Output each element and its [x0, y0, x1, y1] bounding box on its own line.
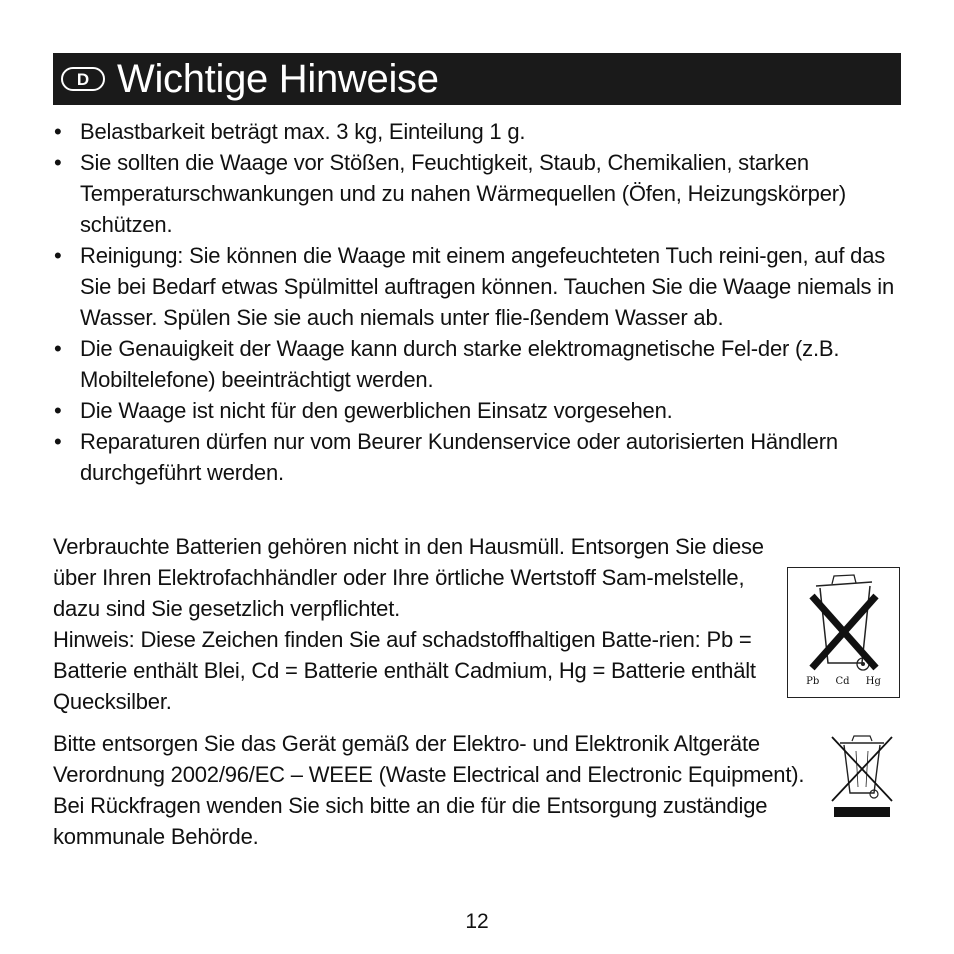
- label-hg: Hg: [865, 676, 881, 687]
- weee-bin-icon: [826, 731, 898, 819]
- list-item: • Die Genauigkeit der Waage kann durch starke elektromagnetische Fel-der (z.B. Mobiltelefone) beeinträchtigt werden.: [53, 333, 903, 395]
- weee-text: Bitte entsorgen Sie das Gerät gemäß der Elektro- und Elektronik Altgeräte Verordnung 2002/96/EC – WEEE (Waste Electrical and Electronic Equipment). Bei Rückfragen wenden Sie sich bitte an die für die Entsorgung zuständige kommunale Behörde.: [53, 731, 805, 849]
- language-badge: D: [61, 67, 105, 91]
- label-cd: Cd: [835, 676, 850, 687]
- battery-text-rest: über Ihren Elektrofachhändler oder Ihre örtliche Wertstoff Sam-melstelle, dazu sind Sie gesetzlich verpflichtet.: [53, 565, 745, 621]
- battery-note: Hinweis: Diese Zeichen finden Sie auf schadstoffhaltigen Batte-rien: Pb = Batterie enthält Blei, Cd = Batterie enthält Cadmium, Hg = Batterie enthält Quecksilber.: [53, 627, 756, 714]
- list-item: • Sie sollten die Waage vor Stößen, Feuchtigkeit, Staub, Chemikalien, starken Temperaturschwankungen und zu nahen Wärmequellen (Öfen, Heizungskörper) schützen.: [53, 147, 903, 240]
- header-bar: [53, 53, 901, 105]
- crossed-out-bin-icon: [787, 567, 900, 698]
- weee-paragraph: [53, 728, 818, 852]
- notes-list: [53, 116, 903, 488]
- page-title: Wichtige Hinweise: [117, 57, 439, 101]
- chemical-labels: [788, 676, 899, 687]
- page-number: 12: [465, 910, 489, 933]
- list-item: • Reinigung: Sie können die Waage mit einem angefeuchteten Tuch reini-gen, auf das Sie bei Bedarf etwas Spülmittel auftragen können. Tauchen Sie die Waage niemals in Wasser. Spülen Sie sie auch niemals unter flie-ßendem Wasser ab.: [53, 240, 903, 333]
- list-item: • Reparaturen dürfen nur vom Beurer Kundenservice oder autorisierten Händlern durchgeführt werden.: [53, 426, 903, 488]
- battery-text-line1: Verbrauchte Batterien gehören nicht in den Hausmüll. Entsorgen Sie diese: [53, 534, 764, 559]
- list-item: • Belastbarkeit beträgt max. 3 kg, Einteilung 1 g.: [53, 116, 903, 147]
- label-pb: Pb: [806, 676, 820, 687]
- list-item: • Die Waage ist nicht für den gewerblichen Einsatz vorgesehen.: [53, 395, 903, 426]
- battery-disposal-paragraph: [53, 531, 903, 717]
